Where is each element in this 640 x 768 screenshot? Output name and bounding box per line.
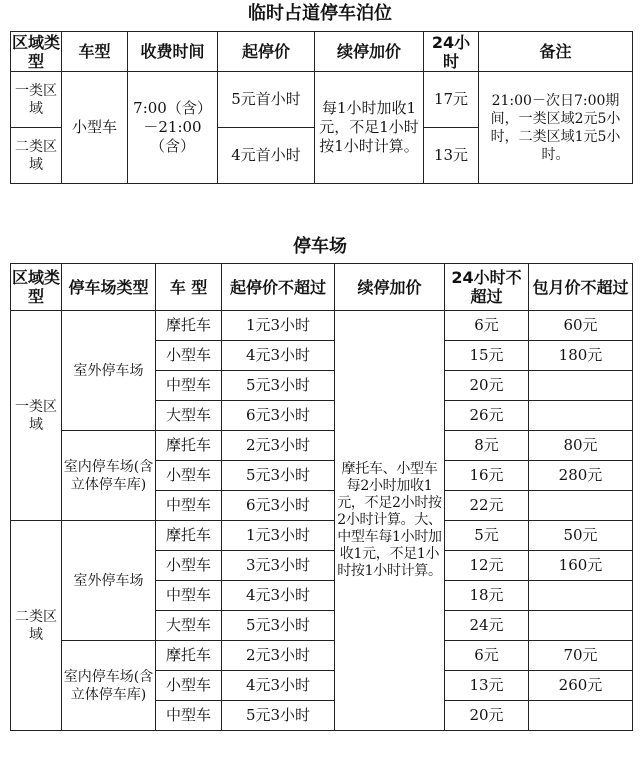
day24-cell: 13元 xyxy=(424,128,479,184)
start-price-cell: 2元3小时 xyxy=(222,431,335,461)
monthly-cell xyxy=(529,701,633,731)
start-price-cell: 6元3小时 xyxy=(222,401,335,431)
charge-time-cell: 7:00（含）－21:00（含） xyxy=(128,72,218,184)
monthly-cell: 60元 xyxy=(529,311,633,341)
header-zone-type: 区域类型 xyxy=(12,32,61,71)
day24-cell: 20元 xyxy=(445,701,529,731)
zone-cell: 二类区域 xyxy=(11,521,62,731)
zone-cell: 二类区域 xyxy=(11,128,62,184)
start-price-cell: 4元3小时 xyxy=(222,581,335,611)
monthly-cell xyxy=(529,401,633,431)
start-price-cell: 5元首小时 xyxy=(218,72,315,128)
header-24h: 24小时 xyxy=(424,32,479,72)
day24-cell: 12元 xyxy=(445,551,529,581)
extra-price-cell: 摩托车、小型车每2小时加收1元，不足2小时按2小时计算。大、中型车每1小时加收1元，不足1小时按1小时计算。 xyxy=(335,311,445,731)
day24-cell: 17元 xyxy=(424,72,479,128)
day24-cell: 13元 xyxy=(445,671,529,701)
monthly-cell: 70元 xyxy=(529,641,633,671)
header-charge-time: 收费时间 xyxy=(128,32,218,72)
day24-cell: 6元 xyxy=(445,641,529,671)
lot-type-cell: 室外停车场 xyxy=(62,521,156,641)
monthly-cell xyxy=(529,371,633,401)
monthly-cell: 180元 xyxy=(529,341,633,371)
vehicle-cell: 摩托车 xyxy=(156,641,222,671)
monthly-cell: 280元 xyxy=(529,461,633,491)
vehicle-cell: 摩托车 xyxy=(156,521,222,551)
vehicle-cell: 小型车 xyxy=(156,341,222,371)
vehicle-cell: 小型车 xyxy=(156,551,222,581)
header-note: 备注 xyxy=(479,32,633,72)
header-vehicle: 车 型 xyxy=(156,264,222,311)
header-monthly: 包月价不超过 xyxy=(529,264,633,311)
vehicle-cell: 中型车 xyxy=(156,581,222,611)
zone-cell: 一类区域 xyxy=(11,311,62,521)
start-price-cell: 5元3小时 xyxy=(222,371,335,401)
vehicle-cell: 大型车 xyxy=(156,401,222,431)
start-price-cell: 6元3小时 xyxy=(222,491,335,521)
day24-cell: 24元 xyxy=(445,611,529,641)
header-extra-price: 续停加价 xyxy=(335,264,445,311)
day24-cell: 15元 xyxy=(445,341,529,371)
monthly-cell: 80元 xyxy=(529,431,633,461)
start-price-cell: 5元3小时 xyxy=(222,461,335,491)
vehicle-cell: 小型车 xyxy=(156,461,222,491)
start-price-cell: 1元3小时 xyxy=(222,311,335,341)
vehicle-cell: 小型车 xyxy=(62,72,128,184)
vehicle-cell: 摩托车 xyxy=(156,311,222,341)
start-price-cell: 5元3小时 xyxy=(222,701,335,731)
parking-lot-title: 停车场 xyxy=(293,236,347,257)
header-start-price: 起停价不超过 xyxy=(222,264,335,311)
monthly-cell: 260元 xyxy=(529,671,633,701)
vehicle-cell: 大型车 xyxy=(156,611,222,641)
vehicle-cell: 摩托车 xyxy=(156,431,222,461)
start-price-cell: 2元3小时 xyxy=(222,641,335,671)
vehicle-cell: 中型车 xyxy=(156,701,222,731)
parking-lot-table xyxy=(10,263,633,731)
vehicle-cell: 中型车 xyxy=(156,371,222,401)
lot-type-cell: 室内停车场(含立体停车库) xyxy=(62,431,156,521)
header-start-price: 起停价 xyxy=(218,32,315,72)
header-lot-type: 停车场类型 xyxy=(62,264,156,311)
header-zone-type: 区域类型 xyxy=(11,264,62,311)
day24-cell: 6元 xyxy=(445,311,529,341)
note-cell: 21:00－次日7:00期间，一类区域2元5小时，二类区域1元5小时。 xyxy=(479,72,633,184)
zone-cell: 一类区域 xyxy=(11,72,62,128)
header-extra-price: 续停加价 xyxy=(315,32,424,72)
day24-cell: 22元 xyxy=(445,491,529,521)
vehicle-cell: 中型车 xyxy=(156,491,222,521)
monthly-cell xyxy=(529,491,633,521)
lot-type-cell: 室外停车场 xyxy=(62,311,156,431)
lot-type-cell: 室内停车场(含立体停车库) xyxy=(62,641,156,731)
monthly-cell: 50元 xyxy=(529,521,633,551)
vehicle-cell: 小型车 xyxy=(156,671,222,701)
monthly-cell xyxy=(529,611,633,641)
monthly-cell: 160元 xyxy=(529,551,633,581)
header-24h: 24小时不超过 xyxy=(445,264,529,311)
extra-price-cell: 每1小时加收1元，不足1小时按1小时计算。 xyxy=(315,72,424,184)
day24-cell: 20元 xyxy=(445,371,529,401)
start-price-cell: 3元3小时 xyxy=(222,551,335,581)
street-parking-table xyxy=(10,31,633,184)
start-price-cell: 4元3小时 xyxy=(222,341,335,371)
start-price-cell: 4元3小时 xyxy=(222,671,335,701)
day24-cell: 8元 xyxy=(445,431,529,461)
monthly-cell xyxy=(529,581,633,611)
start-price-cell: 1元3小时 xyxy=(222,521,335,551)
day24-cell: 18元 xyxy=(445,581,529,611)
street-parking-title: 临时占道停车泊位 xyxy=(248,3,392,24)
start-price-cell: 4元首小时 xyxy=(218,128,315,184)
day24-cell: 5元 xyxy=(445,521,529,551)
header-vehicle: 车型 xyxy=(62,32,128,72)
start-price-cell: 5元3小时 xyxy=(222,611,335,641)
day24-cell: 16元 xyxy=(445,461,529,491)
day24-cell: 26元 xyxy=(445,401,529,431)
